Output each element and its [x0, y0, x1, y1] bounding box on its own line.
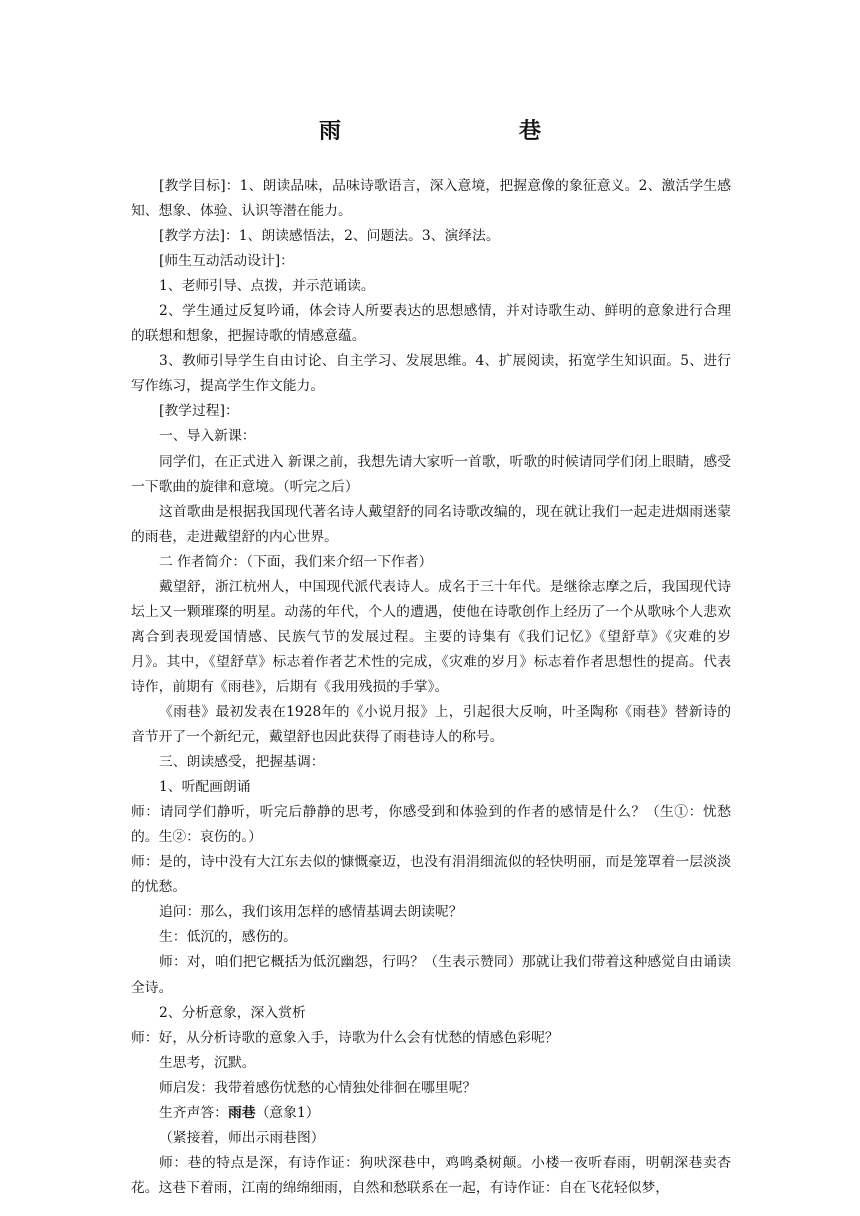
bold-term: 雨巷	[227, 1104, 256, 1121]
paragraph	[131, 450, 731, 500]
paragraph	[131, 1026, 731, 1051]
paragraph	[131, 249, 731, 274]
paragraph	[131, 349, 731, 399]
paragraph	[131, 500, 731, 550]
paragraph	[131, 550, 731, 575]
paragraph	[131, 224, 731, 249]
paragraph	[131, 850, 731, 900]
paragraph	[131, 1126, 731, 1151]
paragraph-text: [教学过程]：	[159, 403, 239, 420]
paragraph-text: （紧接着，师出示雨巷图）	[159, 1129, 325, 1146]
paragraph-text: 《雨巷》最初发表在1928年的《小说月报》上，引起很大反响，叶圣陶称《雨巷》替新诗的音节开了一个新纪元，戴望舒也因此获得了雨巷诗人的称号。	[131, 703, 731, 746]
paragraph-text: 师：好，从分析诗歌的意象入手，诗歌为什么会有忧愁的情感色彩呢？	[131, 1029, 559, 1046]
page-title: 雨 巷	[318, 119, 619, 144]
document-body	[131, 174, 731, 1201]
paragraph	[131, 1101, 731, 1126]
paragraph	[131, 700, 731, 750]
paragraph-text: [师生互动活动设计]：	[159, 253, 294, 270]
paragraph	[131, 1151, 731, 1201]
paragraph	[131, 274, 731, 299]
paragraph-text: 师：巷的特点是深，有诗作证：狗吠深巷中，鸡鸣桑树颠。小楼一夜听春雨，明朝深巷卖杏花。这巷下着雨，江南的绵绵细雨，自然和愁联系在一起，有诗作证：自在飞花轻似梦，	[131, 1154, 731, 1196]
paragraph-text: 追问：那么，我们该用怎样的感情基调去朗读呢？	[159, 904, 463, 921]
paragraph-text: [教学方法]：1、朗读感悟法，2、问题法。3、演绎法。	[159, 228, 500, 245]
paragraph	[131, 399, 731, 424]
paragraph	[131, 1076, 731, 1101]
paragraph-text: 这首歌曲是根据我国现代著名诗人戴望舒的同名诗歌改编的，现在就让我们一起走进烟雨迷蒙的雨巷，走进戴望舒的内心世界。	[131, 503, 731, 545]
paragraph	[131, 950, 731, 1000]
paragraph	[131, 174, 731, 224]
paragraph	[131, 424, 731, 449]
paragraph	[131, 750, 731, 775]
paragraph-text: 一、导入新课：	[159, 428, 256, 445]
paragraph-text: 二 作者简介：（下面，我们来介绍一下作者）	[159, 553, 433, 570]
paragraph-suffix: （意象1）	[255, 1104, 320, 1121]
paragraph	[131, 1051, 731, 1076]
paragraph-text: 2、学生通过反复吟诵，体会诗人所要表达的思想感情，并对诗歌生动、鲜明的意象进行合理的联想和想象，把握诗歌的情感意蕴。	[131, 303, 731, 345]
paragraph-text: 师启发：我带着感伤忧愁的心情独处徘徊在哪里呢？	[159, 1079, 477, 1096]
paragraph-text: 2、分析意象，深入赏析	[159, 1004, 306, 1021]
paragraph	[131, 925, 731, 950]
paragraph-text: 戴望舒，浙江杭州人，中国现代派代表诗人。成名于三十年代。是继徐志摩之后，我国现代诗坛上又一颗璀璨的明星。动荡的年代，个人的遭遇，使他在诗歌创作上经历了一个从歌咏个人悲欢离合到表现爱国情感、民族气节的发展过程。主要的诗集有《我们记忆》《望舒草》《灾难的岁月》。其中，《望舒草》标志着作者艺术性的完成，《灾难的岁月》标志着作者思想性的提高。代表诗作，前期有《雨巷》，后期有《我用残损的手掌》。	[131, 578, 731, 695]
paragraph-text: 1、老师引导、点拨，并示范诵读。	[159, 278, 375, 295]
paragraph-text: 同学们，在正式进入 新课之前，我想先请大家听一首歌，听歌的时候请同学们闭上眼睛，感受一下歌曲的旋律和意境。（听完之后）	[131, 453, 731, 495]
paragraph-text: 1、听配画朗诵	[159, 779, 251, 796]
paragraph	[131, 900, 731, 925]
paragraph-text: 师：对，咱们把它概括为低沉幽怨，行吗？（生表示赞同）那就让我们带着这种感觉自由诵读全诗。	[131, 954, 731, 996]
paragraph-text: 师：请同学们静听，听完后静静的思考，你感受到和体验到的作者的感情是什么？（生①：忧愁的。生②：哀伤的。）	[131, 804, 731, 846]
paragraph	[131, 800, 731, 850]
paragraph-text: 生思考，沉默。	[159, 1054, 256, 1071]
paragraph-text: 三、朗读感受，把握基调：	[159, 754, 325, 771]
paragraph-text: [教学目标]：1、朗读品味，品味诗歌语言，深入意境，把握意像的象征意义。2、激活学生感知、想象、体验、认识等潜在能力。	[131, 178, 731, 220]
paragraph-text: 生齐声答：	[159, 1104, 228, 1121]
paragraph-text: 师：是的，诗中没有大江东去似的慷慨豪迈，也没有涓涓细流似的轻快明丽，而是笼罩着一层淡淡的忧愁。	[131, 854, 731, 896]
paragraph	[131, 299, 731, 349]
paragraph	[131, 1001, 731, 1026]
paragraph-text: 生：低沉的，感伤的。	[159, 929, 297, 946]
paragraph	[131, 575, 731, 700]
paragraph-text: 3、教师引导学生自由讨论、自主学习、发展思维。4、扩展阅读，拓宽学生知识面。5、进行写作练习，提高学生作文能力。	[131, 353, 731, 395]
paragraph	[131, 775, 731, 800]
